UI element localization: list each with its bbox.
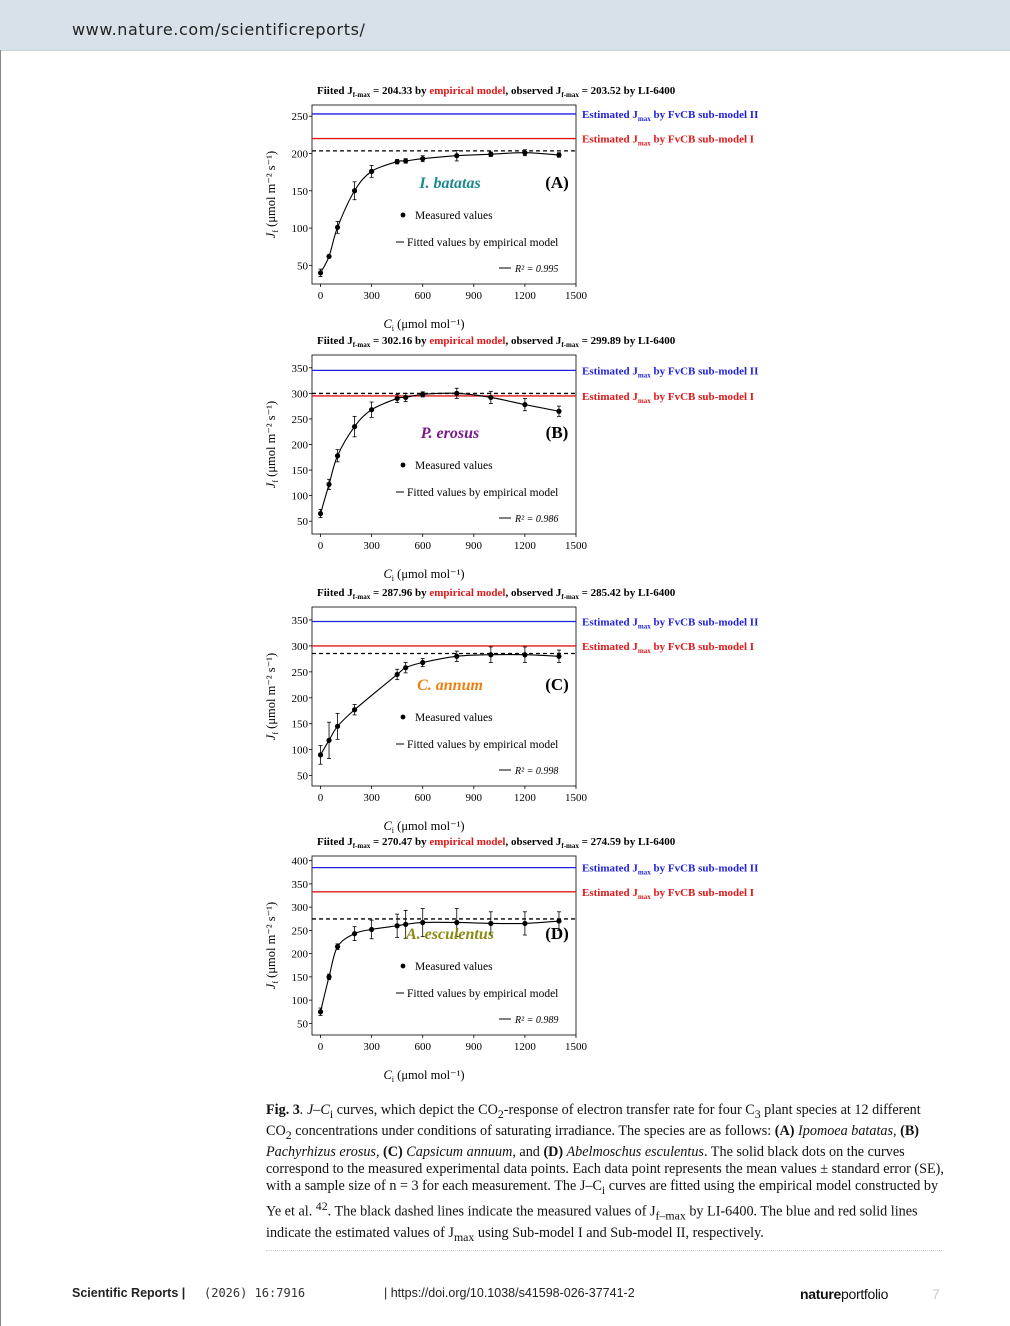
y-axis-label-unit: (μmol m⁻² s⁻¹) — [264, 150, 278, 230]
label-sub-model-i-sub: max — [637, 396, 651, 405]
y-tick-label: 250 — [291, 111, 308, 124]
x-axis-label — [383, 567, 464, 583]
panel-letter: (A) — [545, 173, 569, 192]
legend-dot-icon — [401, 463, 406, 468]
panel-c — [255, 582, 795, 835]
caption-t3: -response of electron transfer rate for four C — [503, 1102, 755, 1118]
data-point — [420, 920, 425, 925]
caption-comma1: , — [893, 1122, 901, 1139]
caption-sub-i2: i — [601, 1182, 606, 1197]
label-sub-model-i-main: Estimated J — [582, 640, 638, 653]
title-observed-label: , observed J — [505, 836, 562, 848]
data-point — [420, 392, 425, 397]
caption-sub-2b: 2 — [285, 1127, 292, 1142]
x-tick-label: 0 — [317, 290, 324, 302]
data-point — [556, 918, 561, 923]
data-point — [522, 150, 527, 155]
x-tick-label: 0 — [317, 1041, 324, 1053]
footer-brand — [800, 1286, 888, 1302]
data-point — [326, 482, 331, 487]
label-sub-model-ii — [582, 617, 758, 631]
title-fitted-value: = 204.33 by — [370, 85, 430, 97]
footer-brand-bold: nature — [800, 1286, 841, 1302]
caption-d-name: Abelmoschus esculentus — [563, 1143, 704, 1160]
data-point — [318, 270, 323, 275]
x-tick-label: 0 — [317, 540, 324, 552]
label-sub-model-i-tail: by FvCB sub-model I — [650, 640, 755, 653]
title-fitted-value: = 302.16 by — [370, 335, 430, 347]
y-tick-label: 300 — [291, 902, 308, 915]
label-sub-model-i-main: Estimated J — [582, 133, 638, 146]
footer-volume: (2026) 16:7916 — [204, 1286, 306, 1300]
y-axis-label-sub: f — [271, 980, 280, 984]
caption-t6: . The solid black dots on the curves correspond to the measured experimental data points. Each data point represents the mean values ± standard error (SE), with a sample size of n = 3 for each measurement. The J–C — [266, 1143, 944, 1194]
label-sub-model-ii-tail: by FvCB sub-model II — [650, 365, 759, 378]
y-tick-label: 350 — [291, 878, 308, 891]
data-point — [335, 225, 340, 230]
caption-t4: plant species at 12 different CO — [266, 1102, 921, 1139]
y-tick-label: 200 — [291, 439, 308, 452]
title-fitted-sub: f-max — [352, 91, 371, 99]
x-tick-label: 300 — [363, 1041, 380, 1053]
x-axis-label-main: C — [383, 317, 392, 331]
label-sub-model-i-sub: max — [637, 139, 651, 148]
label-sub-model-ii-main: Estimated J — [582, 108, 638, 121]
caption-sub-3: 3 — [754, 1106, 761, 1121]
data-point — [556, 152, 561, 157]
label-sub-model-ii-main: Estimated J — [582, 365, 638, 378]
data-point — [335, 724, 340, 729]
x-tick-label: 300 — [363, 792, 380, 804]
caption-sub-fmax: f–max — [655, 1209, 686, 1224]
title-fitted-label: Fiited J — [317, 587, 353, 599]
panel-b — [255, 330, 795, 583]
plot-frame — [312, 856, 576, 1035]
title-fitted-label: Fiited J — [317, 335, 353, 347]
data-point — [420, 156, 425, 161]
x-tick-label: 300 — [363, 290, 380, 302]
data-point — [403, 158, 408, 163]
y-axis-label-main: J — [264, 734, 278, 741]
title-observed-value: = 299.89 by LI-6400 — [578, 335, 676, 347]
y-tick-label: 150 — [291, 185, 308, 198]
label-sub-model-ii-tail: by FvCB sub-model II — [650, 862, 759, 875]
data-point — [488, 395, 493, 400]
chart-b — [255, 330, 795, 583]
data-point — [352, 707, 357, 712]
legend-r2: R² = 0.998 — [515, 766, 559, 777]
y-tick-label: 50 — [297, 260, 308, 273]
data-point — [488, 152, 493, 157]
label-sub-model-ii-tail: by FvCB sub-model II — [650, 108, 759, 121]
label-sub-model-ii-sub: max — [637, 868, 651, 877]
title-observed-value: = 285.42 by LI-6400 — [578, 587, 676, 599]
title-observed-label: , observed J — [505, 587, 562, 599]
legend-r2: R² = 0.989 — [515, 1015, 559, 1026]
y-tick-label: 200 — [291, 948, 308, 961]
x-tick-label: 0 — [317, 792, 324, 804]
x-axis-label-unit: (μmol mol⁻¹) — [394, 819, 465, 833]
species-name: P. erosus — [420, 425, 480, 442]
y-tick-label: 200 — [291, 692, 308, 705]
y-tick-label: 100 — [291, 223, 308, 236]
x-axis-label-sub: i — [391, 574, 395, 583]
y-tick-label: 150 — [291, 465, 308, 478]
data-point — [318, 752, 323, 757]
label-sub-model-i-main: Estimated J — [582, 390, 638, 403]
y-axis-label-unit: (μmol m⁻² s⁻¹) — [264, 652, 278, 732]
x-tick-label: 1200 — [513, 290, 536, 302]
y-axis-label-sub: f — [271, 229, 280, 233]
chart-a — [255, 80, 795, 333]
data-point — [318, 1009, 323, 1014]
x-axis-label-main: C — [383, 819, 392, 833]
y-tick-label: 100 — [291, 744, 308, 757]
data-point — [369, 169, 374, 174]
title-fitted-sub: f-max — [352, 593, 371, 601]
plot-frame — [312, 355, 576, 534]
x-tick-label: 600 — [414, 792, 431, 804]
legend-measured: Measured values — [415, 712, 493, 724]
y-axis-label-sub: f — [271, 479, 280, 483]
y-tick-label: 50 — [297, 516, 308, 529]
title-observed-sub: f-max — [561, 842, 579, 850]
chart-c — [255, 582, 795, 835]
title-fitted-value: = 270.47 by — [370, 836, 430, 848]
page-left-border — [0, 50, 1, 1326]
data-point — [556, 654, 561, 659]
y-tick-label: 250 — [291, 666, 308, 679]
y-tick-label: 300 — [291, 640, 308, 653]
legend-r2: R² = 0.995 — [515, 264, 559, 275]
x-axis-label-sub: i — [391, 324, 395, 333]
label-sub-model-i-tail: by FvCB sub-model I — [650, 133, 755, 146]
caption-d: (D) — [543, 1143, 564, 1160]
label-sub-model-ii-sub: max — [637, 371, 651, 380]
data-point — [318, 511, 323, 516]
y-axis-label-main: J — [264, 482, 278, 489]
x-tick-label: 900 — [465, 290, 483, 302]
label-sub-model-ii — [582, 365, 758, 379]
chart-title — [317, 335, 676, 349]
x-tick-label: 600 — [414, 290, 431, 302]
chart-title — [317, 836, 676, 850]
y-tick-label: 150 — [291, 971, 308, 984]
x-tick-label: 900 — [465, 1041, 483, 1053]
caption-t7: curves are fitted using the empirical model constructed by Ye et al. — [266, 1177, 939, 1221]
label-sub-model-ii-sub: max — [637, 622, 651, 631]
x-tick-label: 600 — [414, 1041, 431, 1053]
caption-sub-i1: i — [329, 1106, 334, 1121]
x-tick-label: 900 — [465, 792, 483, 804]
title-observed-value: = 274.59 by LI-6400 — [578, 836, 676, 848]
data-point — [395, 159, 400, 164]
title-fitted-sub: f-max — [352, 842, 371, 850]
title-fitted-sub: f-max — [352, 341, 371, 349]
figure-caption — [266, 1102, 946, 1246]
caption-divider — [266, 1250, 942, 1251]
chart-title — [317, 587, 676, 601]
data-point — [326, 974, 331, 979]
x-axis-label-unit: (μmol mol⁻¹) — [394, 1068, 465, 1082]
title-observed-label: , observed J — [505, 85, 562, 97]
panel-d — [255, 831, 795, 1084]
footer-page-number: 7 — [932, 1286, 940, 1302]
label-sub-model-ii — [582, 109, 758, 123]
caption-t5: concentrations under conditions of saturating irradiance. The species are as follows: — [291, 1122, 775, 1139]
species-name: C. annum — [417, 677, 483, 694]
plot-frame — [312, 607, 576, 786]
y-tick-label: 50 — [297, 770, 308, 783]
y-axis-label — [264, 653, 280, 740]
title-observed-sub: f-max — [561, 341, 579, 349]
x-tick-label: 1500 — [565, 1041, 587, 1053]
title-fitted-label: Fiited J — [317, 836, 353, 848]
label-sub-model-i — [582, 134, 754, 148]
label-sub-model-i-sub: max — [637, 892, 651, 901]
x-axis-label-sub: i — [391, 1075, 395, 1084]
y-tick-label: 250 — [291, 925, 308, 938]
y-tick-label: 200 — [291, 148, 308, 161]
data-point — [522, 402, 527, 407]
y-axis-label — [264, 151, 280, 238]
y-axis-label-main: J — [264, 232, 278, 239]
label-sub-model-ii — [582, 863, 758, 877]
y-axis-label-unit: (μmol m⁻² s⁻¹) — [264, 400, 278, 480]
title-model: empirical model — [429, 85, 506, 97]
legend-dot-icon — [401, 964, 406, 969]
footer-brand-light: portfolio — [841, 1286, 889, 1302]
legend-fitted: Fitted values by empirical model — [407, 237, 559, 249]
title-fitted-value: = 287.96 by — [370, 587, 430, 599]
data-point — [335, 944, 340, 949]
x-axis-label-sub: i — [391, 826, 395, 835]
title-model: empirical model — [429, 335, 506, 347]
x-axis-label-unit: (μmol mol⁻¹) — [394, 567, 465, 581]
chart-d — [255, 831, 795, 1084]
data-point — [488, 652, 493, 657]
data-point — [454, 391, 459, 396]
data-point — [352, 424, 357, 429]
panel-a — [255, 80, 795, 333]
data-point — [326, 254, 331, 259]
label-sub-model-i-tail: by FvCB sub-model I — [650, 390, 755, 403]
label-sub-model-i — [582, 641, 754, 655]
title-observed-sub: f-max — [561, 593, 579, 601]
y-axis-label — [264, 401, 280, 488]
y-tick-label: 350 — [291, 614, 308, 627]
x-axis-label — [383, 1068, 464, 1084]
data-point — [326, 738, 331, 743]
caption-c-name: Capsicum annuum — [402, 1143, 513, 1160]
title-observed-sub: f-max — [561, 91, 579, 99]
caption-b-name: Pachyrhizus erosus — [266, 1143, 376, 1160]
y-tick-label: 350 — [291, 362, 308, 375]
title-observed-value: = 203.52 by LI-6400 — [578, 85, 676, 97]
caption-t9: by LI-6400. The blue and red solid lines indicate the estimated values of J — [266, 1204, 918, 1242]
x-tick-label: 1500 — [565, 792, 587, 804]
caption-ref[interactable]: 42 — [315, 1199, 328, 1214]
data-point — [352, 931, 357, 936]
data-point — [395, 672, 400, 677]
caption-t10: using Sub-model I and Sub-model II, respectively. — [474, 1225, 764, 1242]
y-tick-label: 150 — [291, 718, 308, 731]
caption-fig-label: Fig. 3 — [266, 1102, 300, 1118]
caption-comma2: , — [375, 1143, 384, 1160]
legend-dot-icon — [401, 715, 406, 720]
species-name: A. esculentus — [405, 926, 495, 943]
legend-measured: Measured values — [415, 210, 493, 222]
data-point — [420, 660, 425, 665]
y-tick-label: 400 — [291, 855, 308, 868]
title-observed-label: , observed J — [505, 335, 562, 347]
x-tick-label: 1500 — [565, 540, 587, 552]
legend-measured: Measured values — [415, 460, 493, 472]
x-tick-label: 300 — [363, 540, 380, 552]
label-sub-model-i-main: Estimated J — [582, 886, 638, 899]
legend-measured: Measured values — [415, 961, 493, 973]
label-sub-model-i — [582, 391, 754, 405]
x-tick-label: 1500 — [565, 290, 587, 302]
data-point — [369, 927, 374, 932]
legend-fitted: Fitted values by empirical model — [407, 988, 559, 1000]
y-axis-label — [264, 902, 280, 989]
legend-fitted: Fitted values by empirical model — [407, 487, 559, 499]
legend-r2: R² = 0.986 — [515, 514, 559, 525]
caption-sub-2a: 2 — [497, 1106, 504, 1121]
title-model: empirical model — [429, 587, 506, 599]
journal-header-bar — [0, 0, 1010, 51]
plot-frame — [312, 105, 576, 284]
y-axis-label-sub: f — [271, 731, 280, 735]
y-axis-label-main: J — [264, 983, 278, 990]
caption-a-name: Ipomoea batatas — [794, 1122, 894, 1139]
data-point — [454, 654, 459, 659]
label-sub-model-i — [582, 887, 754, 901]
panel-letter: (C) — [545, 675, 569, 694]
data-point — [522, 921, 527, 926]
data-point — [556, 409, 561, 414]
data-point — [403, 665, 408, 670]
y-tick-label: 300 — [291, 388, 308, 401]
caption-and: , and — [512, 1143, 544, 1160]
y-axis-label-unit: (μmol m⁻² s⁻¹) — [264, 901, 278, 981]
data-point — [454, 153, 459, 158]
label-sub-model-ii-tail: by FvCB sub-model II — [650, 616, 759, 629]
caption-b: (B) — [900, 1122, 920, 1139]
caption-c: (C) — [383, 1143, 403, 1160]
caption-t2: curves, which depict the CO — [333, 1102, 498, 1118]
data-point — [454, 920, 459, 925]
label-sub-model-ii-sub: max — [637, 114, 651, 123]
x-tick-label: 600 — [414, 540, 431, 552]
journal-url[interactable]: www.nature.com/scientificreports/ — [72, 20, 366, 39]
caption-a: (A) — [774, 1122, 795, 1139]
label-sub-model-ii-main: Estimated J — [582, 862, 638, 875]
title-model: empirical model — [429, 836, 506, 848]
legend-dot-icon — [401, 213, 406, 218]
data-point — [403, 395, 408, 400]
x-tick-label: 1200 — [513, 1041, 536, 1053]
panel-letter: (D) — [545, 924, 569, 943]
footer-doi[interactable]: | https://doi.org/10.1038/s41598-026-37741-2 — [384, 1286, 635, 1300]
x-tick-label: 1200 — [513, 540, 536, 552]
data-point — [395, 923, 400, 928]
x-tick-label: 900 — [465, 540, 483, 552]
caption-sub-max: max — [453, 1229, 475, 1244]
y-tick-label: 100 — [291, 995, 308, 1008]
caption-t1: . J–C — [299, 1102, 330, 1118]
x-axis-label-main: C — [383, 1068, 392, 1082]
legend-fitted: Fitted values by empirical model — [407, 739, 559, 751]
y-tick-label: 250 — [291, 413, 308, 426]
x-tick-label: 1200 — [513, 792, 536, 804]
species-name: I. batatas — [419, 175, 481, 192]
chart-title — [317, 85, 676, 99]
data-point — [335, 453, 340, 458]
data-point — [369, 407, 374, 412]
label-sub-model-ii-main: Estimated J — [582, 616, 638, 629]
data-point — [352, 188, 357, 193]
data-point — [522, 652, 527, 657]
x-axis-label-main: C — [383, 567, 392, 581]
label-sub-model-i-tail: by FvCB sub-model I — [650, 886, 755, 899]
y-tick-label: 50 — [297, 1018, 308, 1031]
x-axis-label-unit: (μmol mol⁻¹) — [394, 317, 465, 331]
y-tick-label: 100 — [291, 490, 308, 503]
data-point — [395, 396, 400, 401]
panel-letter: (B) — [545, 423, 569, 442]
title-fitted-label: Fiited J — [317, 85, 353, 97]
footer-journal: Scientific Reports | — [72, 1286, 186, 1300]
caption-t8: . The black dashed lines indicate the measured values of J — [327, 1204, 656, 1221]
label-sub-model-i-sub: max — [637, 646, 651, 655]
